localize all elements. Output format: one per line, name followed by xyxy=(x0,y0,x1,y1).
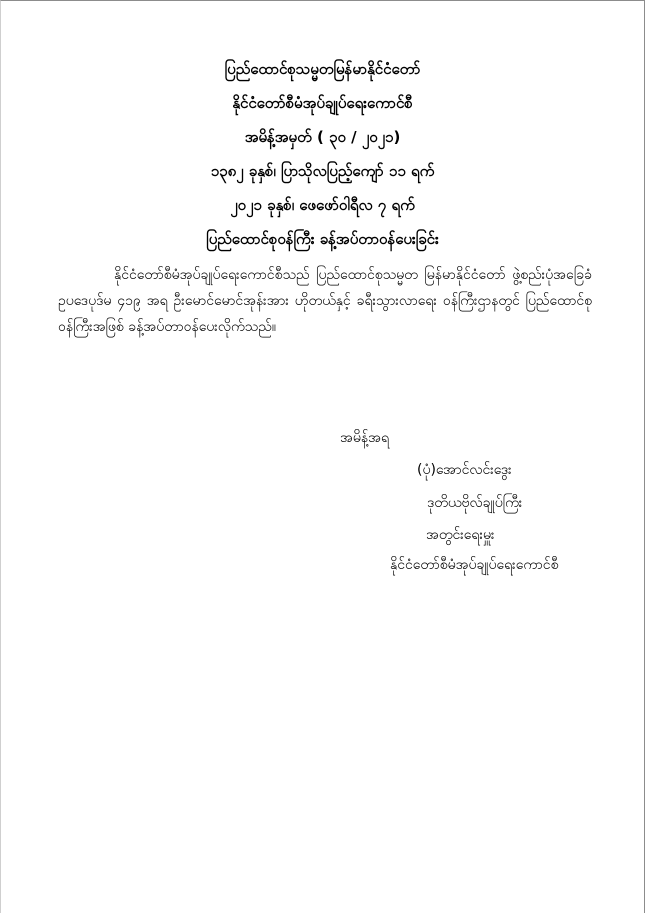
heading-myanmar-date: ၁၃၈၂ ခုနှစ်၊ ပြာသိုလပြည့်ကျော် ၁၁ ရက် xyxy=(210,162,435,180)
signature-rank: ဒုတိယဗိုလ်ချုပ်ကြီး xyxy=(427,495,523,511)
heading-gregorian-date: ၂၀၂၁ ခုနှစ်၊ ဖေဖော်ဝါရီလ ၇ ရက် xyxy=(230,196,415,214)
signature-position: အတွင်းရေးမှူး xyxy=(426,527,495,543)
body-paragraph: နိုင်ငံတော်စီမံအုပ်ချုပ်ရေးကောင်စီသည် ပြည်ထောင်စုသမ္မတ မြန်မာနိုင်ငံတော် ဖွဲ့စည်းပုံအခြေခံဥပဒေပုဒ်မ ၄၁၉ အရ ဦးမောင်မောင်အုန်းအား ဟိုတယ်နှင့် ခရီးသွားလာရေး ဝန်ကြီးဌာနတွင် ပြည်ထောင်စုဝန်ကြီးအဖြစ် ခန့်အပ်တာဝန်ပေးလိုက်သည်။ xyxy=(58,267,592,335)
heading-council-name: နိုင်ငံတော်စီမံအုပ်ချုပ်ရေးကောင်စီ xyxy=(232,94,413,112)
signature-order-by: အမိန့်အရ xyxy=(340,430,389,446)
signature-name: (ပုံ)အောင်လင်းဒွေး xyxy=(417,462,512,478)
document-heading xyxy=(0,52,645,256)
heading-country-name: ပြည်ထောင်စုသမ္မတမြန်မာနိုင်ငံတော် xyxy=(224,60,421,78)
signature-organization: နိုင်ငံတော်စီမံအုပ်ချုပ်ရေးကောင်စီ xyxy=(390,557,559,573)
heading-subject: ပြည်ထောင်စုဝန်ကြီး ခန့်အပ်တာဝန်ပေးခြင်း xyxy=(206,230,439,248)
heading-order-number: အမိန့်အမှတ် ( ၃၀ / ၂၀၂၁) xyxy=(244,128,401,146)
